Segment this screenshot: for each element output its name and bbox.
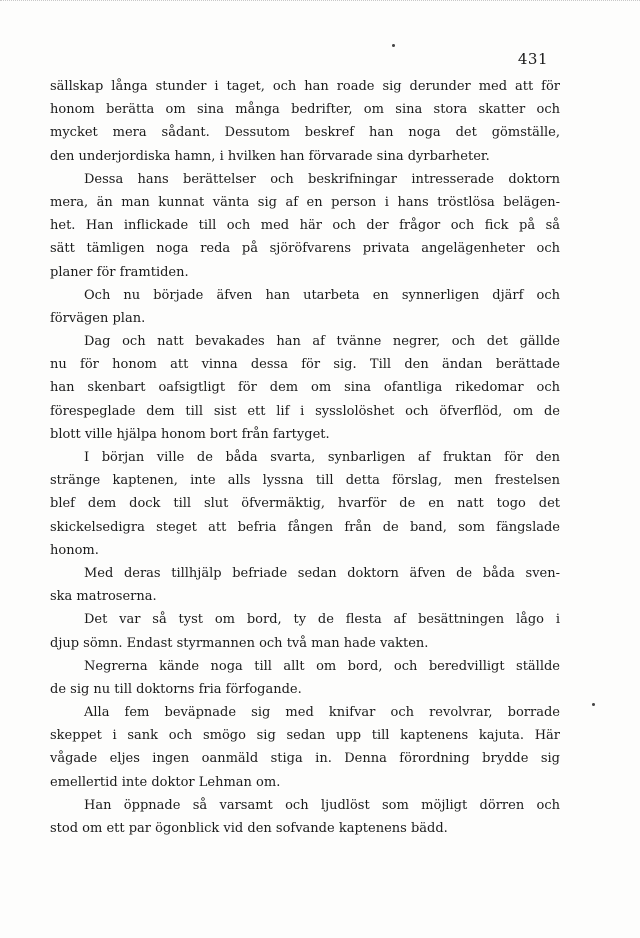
text-line: djup sömn. Endast styrmannen och två man hade vakten. <box>50 635 429 651</box>
page-number: 431 <box>517 50 548 68</box>
text-line: honom. <box>50 542 99 558</box>
paragraph <box>50 562 560 608</box>
ink-speck <box>392 44 395 47</box>
text-line: blott ville hjälpa honom bort från fartyget. <box>50 426 330 442</box>
text-line: skeppet i sank och smögo sig sedan upp till kaptenens kajuta. Här <box>50 728 560 744</box>
text-line: Negrerna kände noga till allt om bord, och beredvilligt ställde <box>84 658 560 674</box>
text-line: vågade eljes ingen oanmäld stiga in. Denna förordning brydde sig <box>50 751 560 767</box>
text-line: sätt tämligen noga reda på sjöröfvarens privata angelägenheter och <box>50 241 560 257</box>
text-line: Dag och natt bevakades han af tvänne negrer, och det gällde <box>84 334 560 350</box>
text-line: förespeglade dem till sist ett lif i sysslolöshet och öfverflöd, om de <box>50 403 560 419</box>
text-line: I början ville de båda svarta, synbarligen af fruktan för den <box>84 450 560 465</box>
text-line: förvägen plan. <box>50 310 146 326</box>
text-line: Med deras tillhjälp befriade sedan doktorn äfven de båda sven- <box>84 565 560 581</box>
body-text <box>50 75 560 840</box>
text-line: ska matroserna. <box>50 589 157 605</box>
paragraph <box>50 446 560 562</box>
text-line: stod om ett par ögonblick vid den sofvande kaptenens bädd. <box>50 821 448 836</box>
text-line: sällskap långa stunder i taget, och han roade sig derunder med att för <box>50 79 560 94</box>
ink-speck <box>592 703 595 706</box>
paragraph <box>50 608 560 654</box>
text-line: de sig nu till doktorns fria förfogande. <box>50 681 302 697</box>
text-line: Dessa hans berättelser och beskrifningar intresserade doktorn <box>84 171 560 187</box>
text-line: Och nu började äfven han utarbeta en synnerligen djärf och <box>84 287 560 303</box>
text-line: honom berätta om sina många bedrifter, om sina stora skatter och <box>50 102 560 118</box>
paragraph <box>50 655 560 701</box>
text-line: Han öppnade så varsamt och ljudlöst som möjligt dörren och <box>84 797 560 813</box>
text-line: nu för honom att vinna dessa för sig. Till den ändan berättade <box>50 357 560 373</box>
text-line: het. Han inflickade till och med här och der frågor och fick på så <box>50 218 560 234</box>
paragraph <box>50 75 560 168</box>
text-line: emellertid inte doktor Lehman om. <box>50 774 281 790</box>
scan-edge <box>0 0 640 5</box>
text-line: planer för framtiden. <box>50 264 189 280</box>
text-line: Alla fem beväpnade sig med knifvar och revolvrar, borrade <box>84 705 560 721</box>
paragraph <box>50 701 560 794</box>
paragraph <box>50 284 560 330</box>
text-line: skickelsedigra steget att befria fången från de band, som fängslade <box>50 519 560 535</box>
text-line: stränge kaptenen, inte alls lyssna till detta förslag, men frestelsen <box>50 473 560 489</box>
paragraph <box>50 168 560 284</box>
text-line: blef dem dock till slut öfvermäktig, hvarför de en natt togo det <box>50 496 560 512</box>
text-line: mera, än man kunnat vänta sig af en person i hans tröstlösa belägen- <box>50 194 560 210</box>
text-line: Det var så tyst om bord, ty de flesta af besättningen lågo i <box>84 612 560 628</box>
text-line: han skenbart oafsigtligt för dem om sina ofantliga rikedomar och <box>50 380 560 396</box>
text-line: mycket mera sådant. Dessutom beskref han noga det gömställe, <box>50 125 560 141</box>
text-line: den underjordiska hamn, i hvilken han förvarade sina dyrbarheter. <box>50 148 490 164</box>
paragraph <box>50 330 560 446</box>
paragraph <box>50 794 560 840</box>
